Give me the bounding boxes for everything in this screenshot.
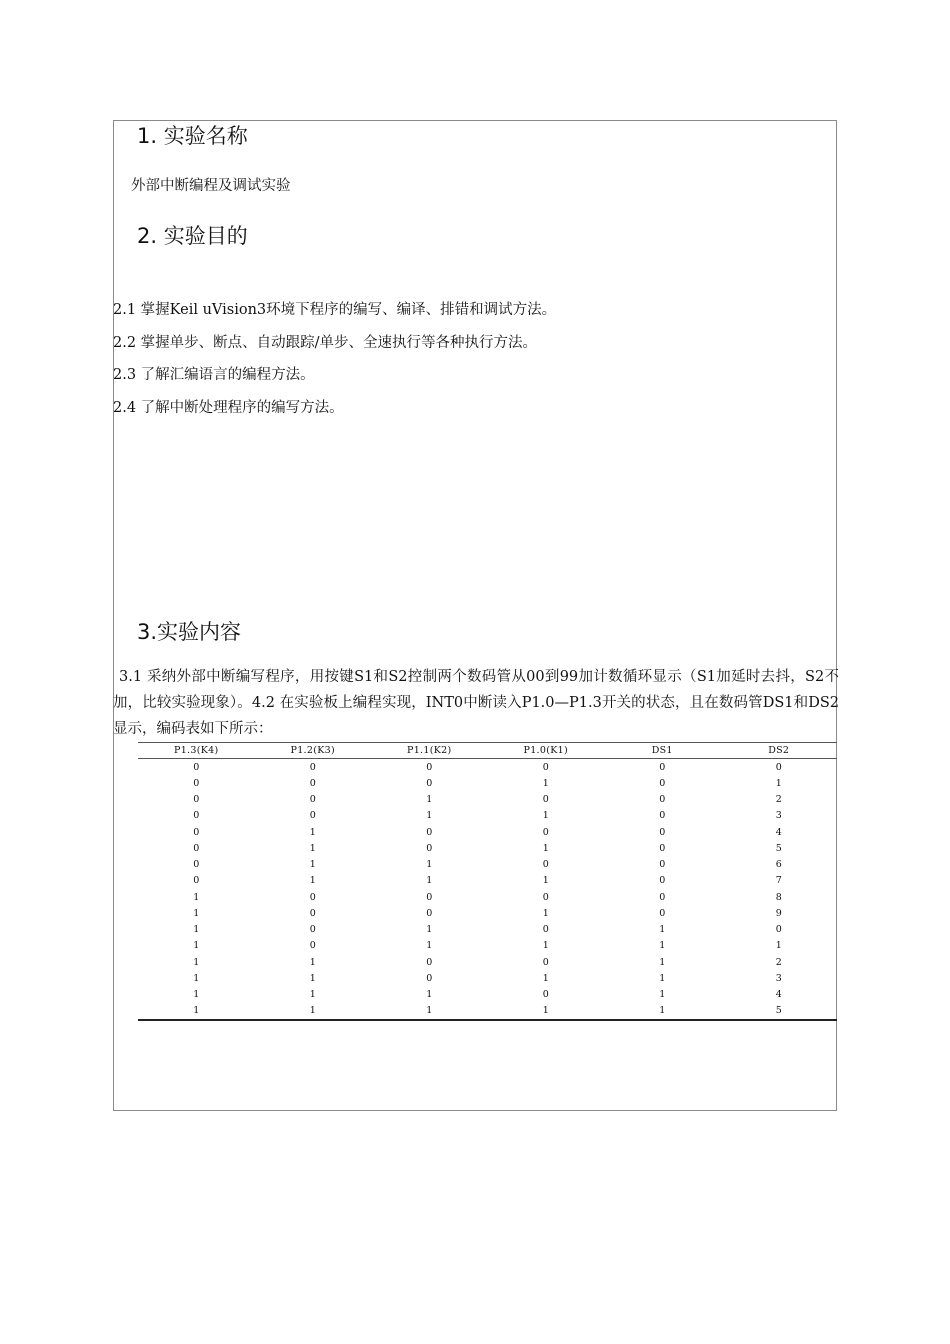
table-cell: 0 [542,826,549,838]
table-row [138,889,837,905]
table-cell: 0 [426,842,433,854]
objective-item: 2.2 掌握单步、断点、自动跟踪/单步、全速执行等各种执行方法。 [113,335,538,351]
table-cell: 0 [542,989,549,1001]
table-cell: 1 [775,940,782,952]
table-cell: 1 [426,989,433,1001]
column-header-p10: P1.0(K1) [488,743,605,759]
table-cell: 0 [542,859,549,871]
table-cell: 4 [775,989,782,1001]
table-cell: 1 [426,875,433,887]
table-cell: 1 [659,940,666,952]
table-cell: 0 [193,826,200,838]
table-cell: 1 [542,907,549,919]
table-cell: 0 [775,924,782,936]
table-cell: 0 [542,924,549,936]
table-cell: 0 [426,777,433,789]
table-cell: 1 [426,940,433,952]
column-header-ds2: DS2 [721,743,838,759]
table-cell: 1 [193,907,200,919]
table-cell: 7 [775,875,782,887]
table-cell: 0 [659,777,666,789]
table-cell: 0 [426,972,433,984]
table-cell: 0 [193,794,200,806]
section3-title: 3.实验内容 [137,620,242,644]
table-cell: 1 [542,810,549,822]
table-cell: 0 [542,891,549,903]
table-row [138,775,837,791]
objective-item: 2.4 了解中断处理程序的编写方法。 [113,400,344,416]
table-row [138,938,837,954]
table-cell: 1 [193,924,200,936]
table-cell: 0 [193,761,200,773]
table-cell: 1 [309,972,316,984]
table-cell: 1 [193,972,200,984]
section3-paragraph [113,664,839,742]
table-cell: 6 [775,859,782,871]
table-cell: 1 [309,875,316,887]
table-cell: 3 [775,810,782,822]
table-cell: 0 [542,761,549,773]
table-row [138,922,837,938]
table-cell: 4 [775,826,782,838]
table-cell: 1 [542,875,549,887]
table-cell: 0 [659,794,666,806]
table-cell: 0 [659,907,666,919]
table-row [138,824,837,840]
table-header-row [138,743,837,759]
table-cell: 1 [542,842,549,854]
table-cell: 0 [426,891,433,903]
table-row [138,792,837,808]
table-cell: 1 [193,989,200,1001]
table-cell: 3 [775,972,782,984]
table-body [138,759,837,1021]
table-row [138,759,837,776]
table-cell: 0 [309,907,316,919]
table-cell: 5 [721,1003,838,1020]
table-cell: 0 [659,810,666,822]
table-row [138,905,837,921]
table-cell: 0 [426,907,433,919]
column-header-p13: P1.3(K4) [138,743,255,759]
table-cell: 0 [193,842,200,854]
table-cell: 0 [659,826,666,838]
table-cell: 1 [426,924,433,936]
table-cell: 0 [426,761,433,773]
table-cell: 0 [659,761,666,773]
table-cell: 0 [309,777,316,789]
table-cell: 1 [488,1003,605,1020]
table-cell: 0 [193,810,200,822]
table-cell: 1 [426,810,433,822]
table-cell: 1 [659,924,666,936]
section3-paragraph-text: 3.1 采纳外部中断编写程序，用按键S1和S2控制两个数码管从00到99加计数循环显示（S1加延时去抖，S2不加，比较实验现象）。4.2 在实验板上编程实现，INT0中断读入P1.0—P1.3开关的状态，且在数码管DS1和DS2 显示，编码表如下所示： [113,669,839,737]
table-cell: 2 [775,794,782,806]
table-cell: 5 [775,842,782,854]
table-cell: 1 [775,777,782,789]
table-row [138,954,837,970]
table-cell: 0 [309,761,316,773]
table-cell: 8 [775,891,782,903]
table-cell: 0 [542,956,549,968]
table-cell: 1 [542,972,549,984]
table-cell: 0 [309,810,316,822]
objective-item: 2.3 了解汇编语言的编程方法。 [113,367,315,383]
table-cell: 1 [426,859,433,871]
table-row [138,808,837,824]
table-cell: 0 [309,940,316,952]
table-cell: 0 [775,761,782,773]
table-cell: 0 [309,891,316,903]
column-header-p11: P1.1(K2) [371,743,488,759]
table-row [138,873,837,889]
table-cell: 1 [309,859,316,871]
table-cell: 1 [542,940,549,952]
column-header-p12: P1.2(K3) [255,743,372,759]
table-cell: 0 [309,794,316,806]
table-cell: 1 [659,972,666,984]
section1-title: 1. 实验名称 [137,124,248,148]
section1-content: 外部中断编程及调试实验 [131,178,291,194]
table-cell: 1 [659,956,666,968]
table-cell: 1 [309,956,316,968]
table-cell: 0 [659,859,666,871]
table-row [138,970,837,986]
table-row [138,1003,837,1020]
section2-title: 2. 实验目的 [137,224,248,248]
table-cell: 1 [193,940,200,952]
table-cell: 1 [193,956,200,968]
table-cell: 0 [193,777,200,789]
table-cell: 0 [193,875,200,887]
table-cell: 0 [659,891,666,903]
table-cell: 1 [426,794,433,806]
table-cell: 9 [775,907,782,919]
table-row [138,987,837,1003]
table-cell: 0 [659,875,666,887]
table-cell: 0 [542,794,549,806]
table-cell: 1 [371,1003,488,1020]
encoding-table [138,742,837,1021]
table-cell: 1 [193,891,200,903]
table-cell: 2 [775,956,782,968]
table-row [138,840,837,856]
table-cell: 1 [138,1003,255,1020]
table-cell: 1 [309,842,316,854]
table-cell: 1 [659,989,666,1001]
table-cell: 0 [659,842,666,854]
table-cell: 1 [309,826,316,838]
table-cell: 0 [309,924,316,936]
table-cell: 0 [426,956,433,968]
objective-item: 2.1 掌握Keil uVision3环境下程序的编写、编译、排错和调试方法。 [113,302,557,318]
table-cell: 1 [309,989,316,1001]
table-cell: 1 [604,1003,721,1020]
column-header-ds1: DS1 [604,743,721,759]
table-row [138,857,837,873]
table-cell: 1 [255,1003,372,1020]
table-cell: 1 [542,777,549,789]
table-cell: 0 [193,859,200,871]
table-cell: 0 [426,826,433,838]
